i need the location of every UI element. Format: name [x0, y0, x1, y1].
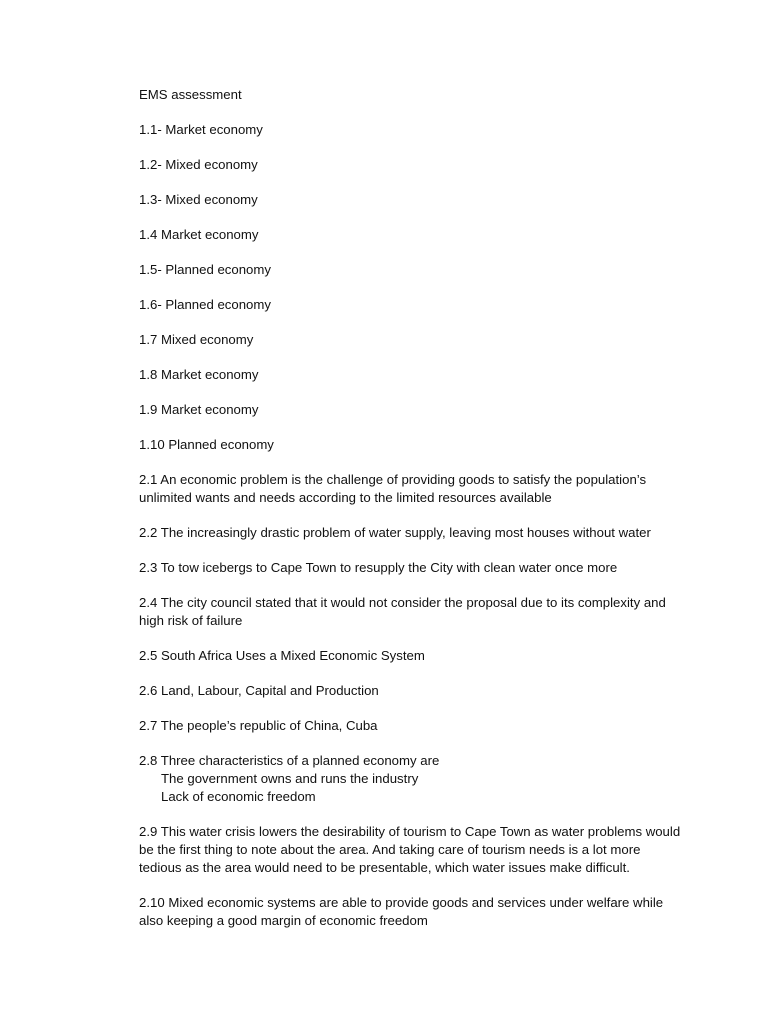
answer-2-1 — [139, 471, 699, 507]
answer-1-1: 1.1- Market economy — [139, 122, 263, 137]
answer-1-7: 1.7 Mixed economy — [139, 332, 254, 347]
answer-1-10: 1.10 Planned economy — [139, 437, 274, 452]
answer-2-8-item: The government owns and runs the industry — [161, 771, 419, 786]
answer-2-7: 2.7 The people’s republic of China, Cuba — [139, 718, 378, 733]
answer-2-3: 2.3 To tow icebergs to Cape Town to resupply the City with clean water once more — [139, 560, 618, 575]
answer-2-9-line: 2.9 This water crisis lowers the desirability of tourism to Cape Town as water problems would — [139, 824, 681, 839]
answer-2-8-intro: 2.8 Three characteristics of a planned economy are — [139, 753, 440, 768]
answer-2-9-line: tedious as the area would need to be presentable, which water issues make difficult. — [139, 860, 630, 875]
answer-2-1-line: unlimited wants and needs according to the limited resources available — [139, 490, 552, 505]
answer-2-10 — [139, 894, 699, 930]
answer-2-2: 2.2 The increasingly drastic problem of water supply, leaving most houses without water — [139, 525, 651, 540]
answer-1-9: 1.9 Market economy — [139, 402, 259, 417]
document-title: EMS assessment — [139, 87, 242, 102]
answer-2-4-line: high risk of failure — [139, 613, 243, 628]
document-page — [139, 86, 699, 947]
answer-2-8-item: Lack of economic freedom — [161, 789, 316, 804]
answer-2-1-line: 2.1 An economic problem is the challenge of providing goods to satisfy the population’s — [139, 472, 647, 487]
answer-2-9 — [139, 823, 699, 877]
answer-2-5: 2.5 South Africa Uses a Mixed Economic System — [139, 648, 425, 663]
answer-1-8: 1.8 Market economy — [139, 367, 259, 382]
answer-2-9-line: be the first thing to note about the area. And taking care of tourism needs is a lot more — [139, 842, 641, 857]
answer-2-10-line: 2.10 Mixed economic systems are able to provide goods and services under welfare while — [139, 895, 664, 910]
answer-1-3: 1.3- Mixed economy — [139, 192, 258, 207]
answer-1-4: 1.4 Market economy — [139, 227, 259, 242]
answer-1-2: 1.2- Mixed economy — [139, 157, 258, 172]
answer-1-5: 1.5- Planned economy — [139, 262, 271, 277]
answer-2-8 — [139, 752, 699, 806]
answer-2-10-line: also keeping a good margin of economic freedom — [139, 913, 428, 928]
answer-2-4-line: 2.4 The city council stated that it would not consider the proposal due to its complexity and — [139, 595, 666, 610]
answer-2-6: 2.6 Land, Labour, Capital and Production — [139, 683, 379, 698]
answer-2-4 — [139, 594, 699, 630]
answer-1-6: 1.6- Planned economy — [139, 297, 271, 312]
